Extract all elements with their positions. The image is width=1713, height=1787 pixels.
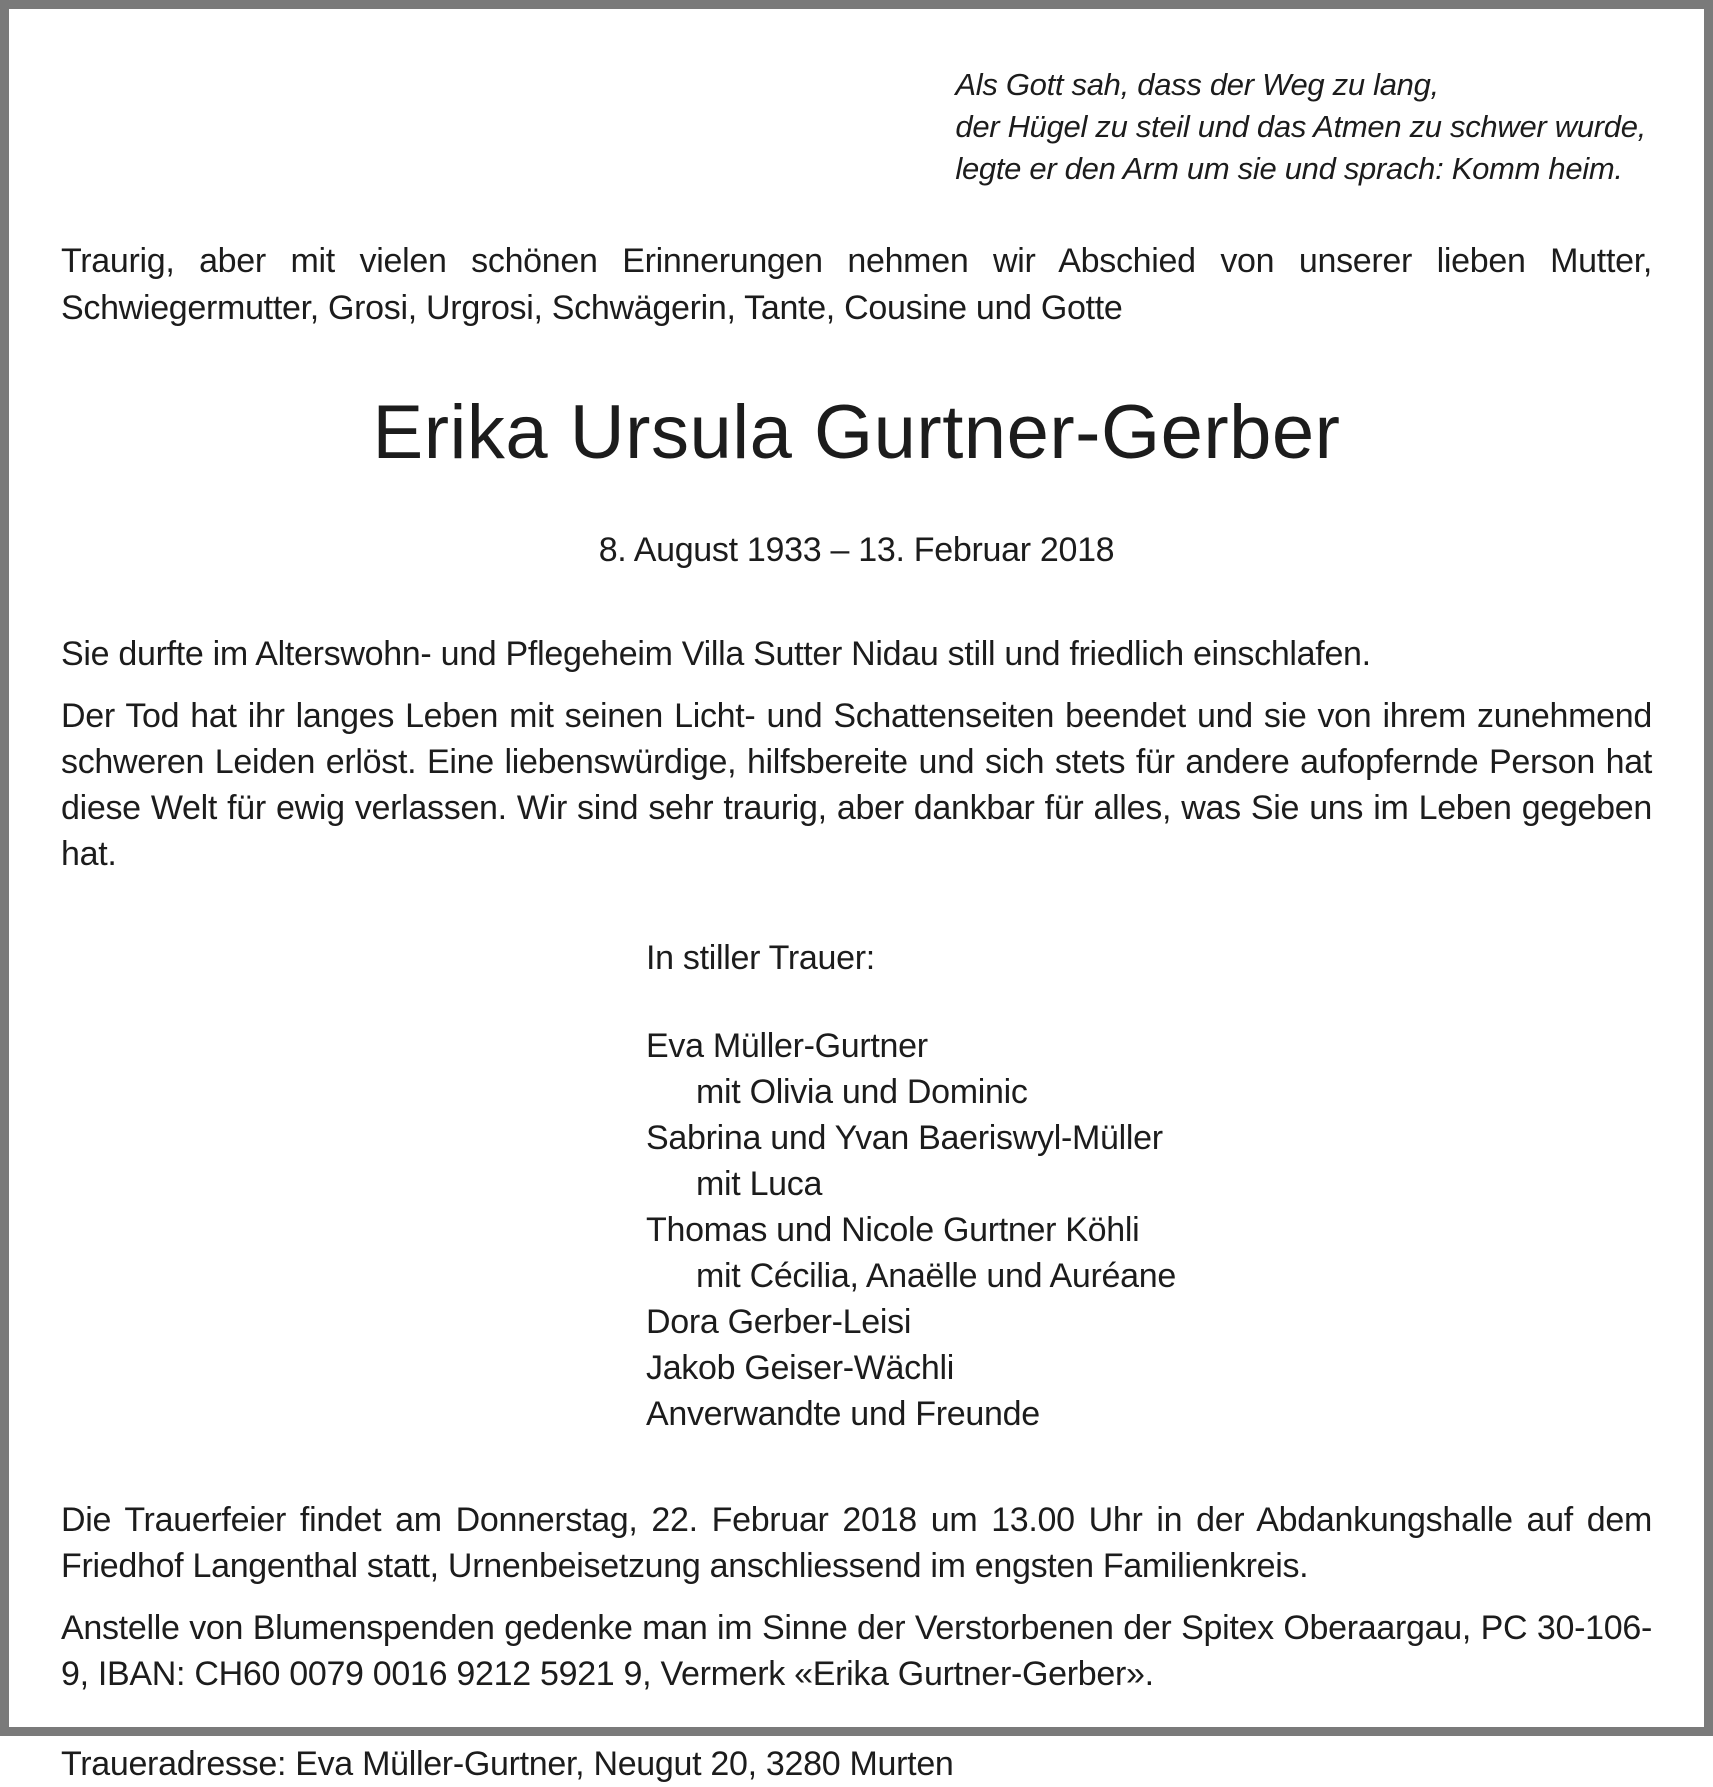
opening-verse <box>955 64 1646 190</box>
verse-line-2: der Hügel zu steil und das Atmen zu schwer wurde, <box>955 109 1646 144</box>
mourner-entry: mit Luca <box>696 1164 823 1203</box>
verse-line-3: legte er den Arm um sie und sprach: Komm heim. <box>955 151 1623 186</box>
life-dates: 8. August 1933 – 13. Februar 2018 <box>598 530 1115 569</box>
mourning-heading: In stiller Trauer: <box>646 938 875 977</box>
mourner-entry: Dora Gerber-Leisi <box>646 1302 912 1341</box>
donations-paragraph: Anstelle von Blumenspenden gedenke man im Sinne der Verstorbenen der Spitex Oberaargau, PC 30-106-9, IBAN: CH60 0079 0016 9212 5921 9, Vermerk «Erika Gurtner-Gerber». <box>61 1608 1652 1693</box>
mourner-entry: Anverwandte und Freunde <box>646 1394 1040 1433</box>
passing-paragraph: Sie durfte im Alterswohn- und Pflegeheim Villa Sutter Nidau still und friedlich einschlafen. <box>61 634 1371 673</box>
mourner-entry: Jakob Geiser-Wächli <box>646 1348 954 1387</box>
verse-line-1: Als Gott sah, dass der Weg zu lang, <box>955 67 1439 102</box>
eulogy-paragraph: Der Tod hat ihr langes Leben mit seinen Licht- und Schattenseiten beendet und sie von ihrem zunehmend schweren Leiden erlöst. Eine liebenswürdige, hilfsbereite und sich stets für andere aufopfernde Person hat diese Welt für ewig verlassen. Wir sind sehr traurig, aber dankbar für alles, was Sie uns im Leben gegeben hat. <box>61 696 1652 873</box>
mourner-entry: Eva Müller-Gurtner <box>646 1026 928 1065</box>
mourner-entry: Sabrina und Yvan Baeriswyl-Müller <box>646 1118 1163 1157</box>
mourner-entry: Thomas und Nicole Gurtner Köhli <box>646 1210 1140 1249</box>
mourning-section <box>646 935 1652 1437</box>
intro-paragraph: Traurig, aber mit vielen schönen Erinnerungen nehmen wir Abschied von unserer lieben Mutter, Schwiegermutter, Grosi, Urgrosi, Schwägerin, Tante, Cousine und Gotte <box>61 242 1652 327</box>
mourner-entry: mit Cécilia, Anaëlle und Auréane <box>696 1256 1176 1295</box>
deceased-name: Erika Ursula Gurtner-Gerber <box>372 390 1341 475</box>
service-paragraph: Die Trauerfeier findet am Donnerstag, 22. Februar 2018 um 13.00 Uhr in der Abdankungshalle auf dem Friedhof Langenthal statt, Urnenbeisetzung anschliessend im engsten Familienkreis. <box>61 1500 1652 1585</box>
mourning-address: Traueradresse: Eva Müller-Gurtner, Neugut 20, 3280 Murten <box>61 1744 954 1783</box>
mourner-entry: mit Olivia und Dominic <box>696 1072 1028 1111</box>
